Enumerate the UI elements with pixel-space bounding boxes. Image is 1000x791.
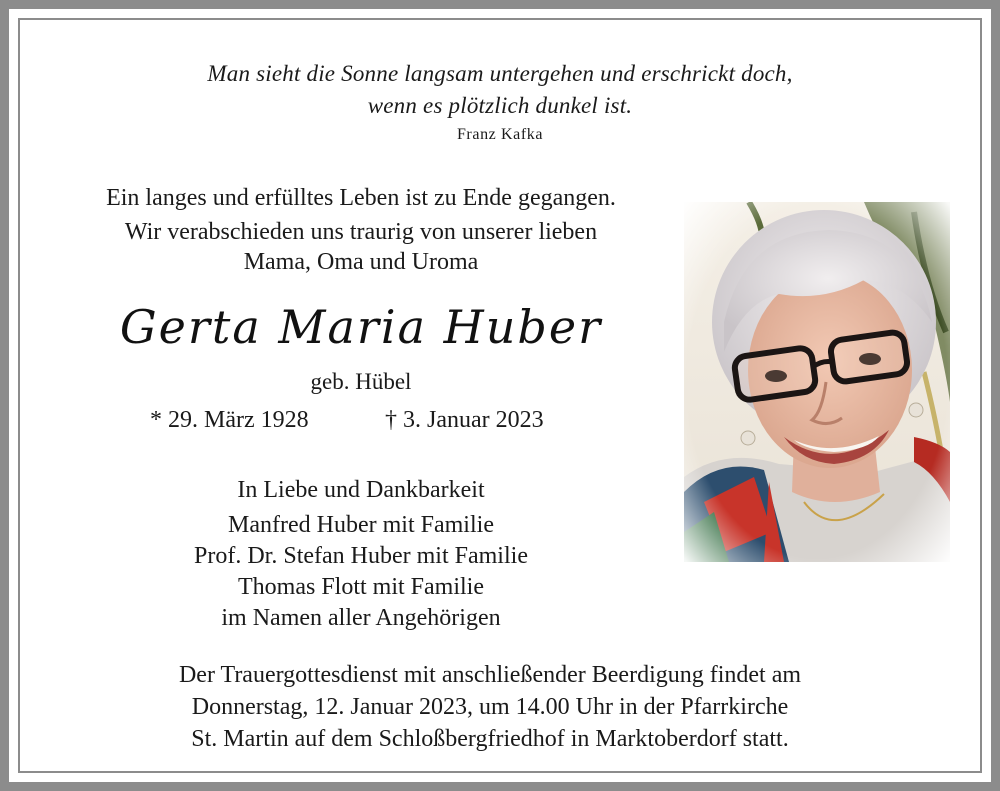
family-member: Prof. Dr. Stefan Huber mit Familie xyxy=(194,543,528,569)
family-member: Thomas Flott mit Familie xyxy=(238,574,484,600)
deceased-name: Gerta Maria Huber xyxy=(119,300,603,354)
maiden-name: geb. Hübel xyxy=(310,369,412,394)
service-notice-line-1: Der Trauergottesdienst mit anschließender Beerdigung findet am xyxy=(178,662,802,688)
service-notice-line-3: St. Martin auf dem Schloßbergfriedhof in Marktoberdorf statt. xyxy=(191,726,789,752)
quote-author: Franz Kafka xyxy=(456,126,544,143)
quote-line-1: Man sieht die Sonne langsam untergehen und erschrickt doch, xyxy=(207,61,793,86)
portrait-photo xyxy=(684,202,950,562)
quote-line-2: wenn es plötzlich dunkel ist. xyxy=(367,93,633,118)
family-member: Manfred Huber mit Familie xyxy=(228,512,494,538)
family-heading: In Liebe und Dankbarkeit xyxy=(237,477,485,503)
intro-line-1: Ein langes und erfülltes Leben ist zu Ende gegangen. xyxy=(106,185,616,211)
intro-line-3: Mama, Oma und Uroma xyxy=(243,249,479,275)
death-date: † 3. Januar 2023 xyxy=(385,407,544,433)
birth-date: * 29. März 1928 xyxy=(150,407,309,433)
family-member: im Namen aller Angehörigen xyxy=(221,605,501,631)
intro-line-2: Wir verabschieden uns traurig von unserer lieben xyxy=(124,219,598,245)
service-notice-line-2: Donnerstag, 12. Januar 2023, um 14.00 Uhr in der Pfarrkirche xyxy=(191,694,789,720)
